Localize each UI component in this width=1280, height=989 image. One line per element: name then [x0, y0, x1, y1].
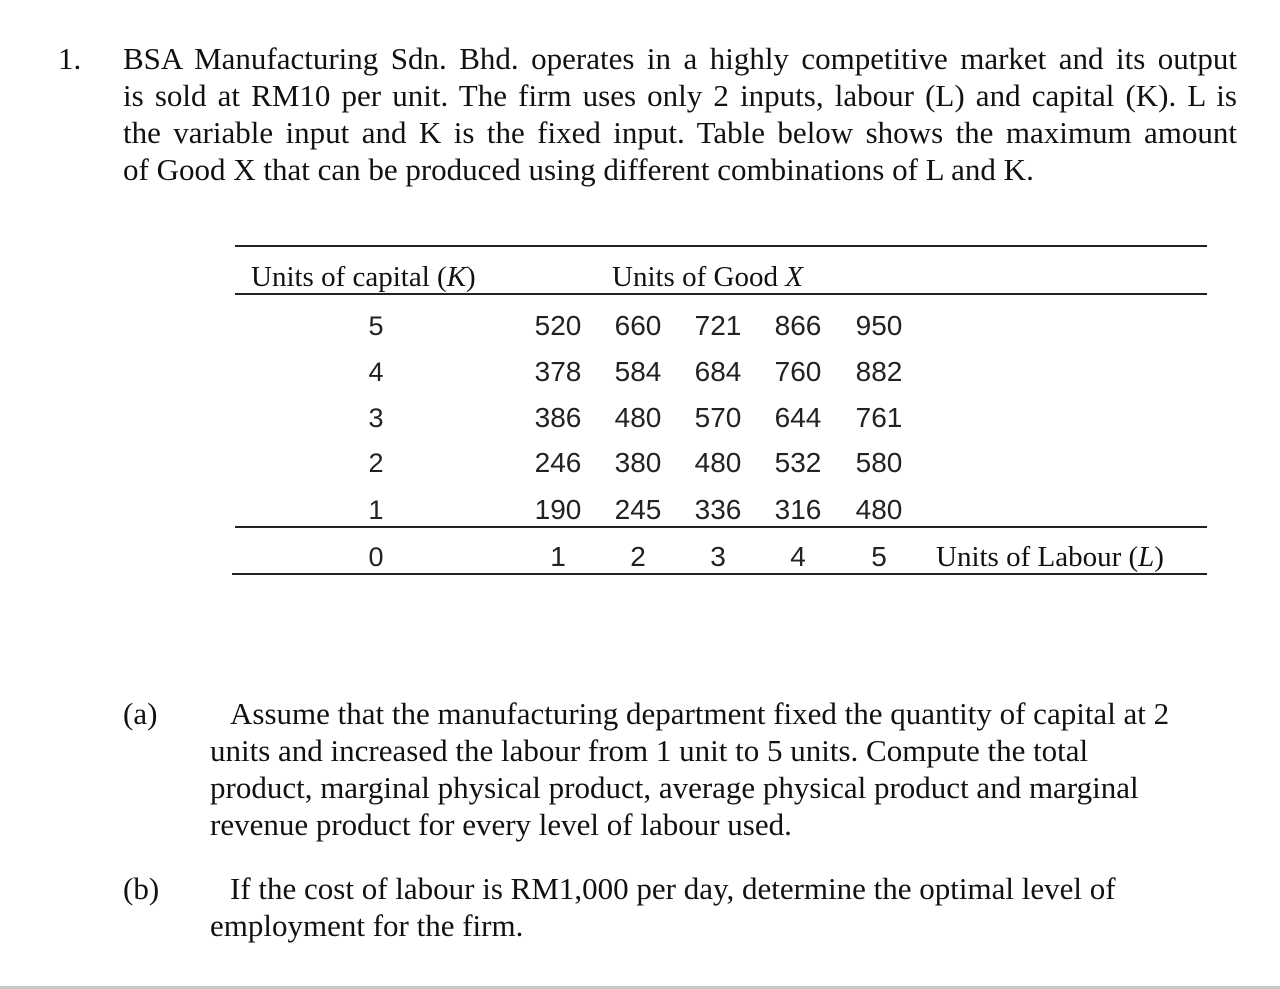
intro-line: is sold at RM10 per unit. The firm uses only 2 inputs, labour (L) and capital (K). L is [123, 78, 1237, 113]
labour-level: 4 [790, 541, 806, 572]
capital-level: 3 [368, 403, 384, 433]
part-a-line: revenue product for every level of labour used. [210, 807, 792, 842]
table-cell: 480 [855, 494, 903, 525]
part-a-text [210, 695, 1220, 843]
output-header-text: Units of Good [612, 261, 786, 293]
capital-level: 0 [368, 542, 384, 572]
labour-axis-text: Units of Labour ( [936, 541, 1139, 573]
table-cell: 760 [774, 356, 822, 387]
part-b-line: employment for the firm. [210, 908, 524, 943]
table-cell: 532 [774, 447, 822, 478]
labour-axis-close: ) [1154, 541, 1164, 573]
intro-line: the variable input and K is the fixed input. Table below shows the maximum amount [123, 115, 1237, 150]
part-b-text [210, 870, 1220, 944]
table-cell: 316 [774, 494, 822, 525]
table-cell: 336 [694, 494, 742, 525]
table-cell: 245 [614, 494, 662, 525]
table-cell: 190 [534, 494, 582, 525]
axis-rule [235, 526, 1207, 528]
table-cell: 584 [614, 356, 662, 387]
table-top-rule [235, 245, 1207, 247]
capital-header [251, 260, 476, 294]
intro-line: BSA Manufacturing Sdn. Bhd. operates in a highly competitive market and its output [123, 41, 1237, 76]
header-rule [235, 293, 1207, 295]
table-cell: 246 [534, 447, 582, 478]
table-cell: 761 [855, 402, 903, 433]
table-cell: 378 [534, 356, 582, 387]
labour-level: 2 [630, 541, 646, 572]
capital-level: 5 [368, 311, 384, 341]
part-b-line: If the cost of labour is RM1,000 per day, determine the optimal level of [230, 871, 1116, 906]
table-cell: 480 [694, 447, 742, 478]
table-cell: 882 [855, 356, 903, 387]
table-cell: 660 [614, 310, 662, 341]
output-header [612, 260, 803, 294]
capital-level: 4 [368, 357, 384, 387]
capital-header-var: K [446, 261, 467, 293]
part-a-line: Assume that the manufacturing department fixed the quantity of capital at 2 [230, 696, 1170, 731]
question-number: 1. [58, 41, 82, 76]
table-bottom-rule [232, 573, 1207, 575]
part-a-line: units and increased the labour from 1 unit to 5 units. Compute the total [210, 733, 1089, 768]
table-cell: 386 [534, 402, 582, 433]
table-cell: 644 [774, 402, 822, 433]
table-cell: 520 [534, 310, 582, 341]
table-cell: 950 [855, 310, 903, 341]
capital-header-text: Units of capital ( [251, 261, 447, 293]
table-cell: 480 [614, 402, 662, 433]
table-cell: 684 [694, 356, 742, 387]
capital-level: 2 [368, 448, 384, 478]
table-cell: 570 [694, 402, 742, 433]
labour-level: 5 [871, 541, 887, 572]
labour-level: 1 [550, 541, 566, 572]
table-cell: 866 [774, 310, 822, 341]
labour-axis-var: L [1138, 541, 1155, 573]
table-cell: 380 [614, 447, 662, 478]
output-header-var: X [785, 261, 803, 293]
part-a-line: product, marginal physical product, average physical product and marginal [210, 770, 1139, 805]
table-cell: 580 [855, 447, 903, 478]
labour-axis-label [936, 540, 1164, 574]
part-a-label: (a) [123, 696, 158, 731]
part-b-label: (b) [123, 871, 160, 906]
capital-level: 1 [368, 495, 384, 525]
table-cell: 721 [694, 310, 742, 341]
labour-level: 3 [710, 541, 726, 572]
intro-line: of Good X that can be produced using different combinations of L and K. [123, 152, 1034, 187]
capital-header-close: ) [466, 261, 476, 293]
